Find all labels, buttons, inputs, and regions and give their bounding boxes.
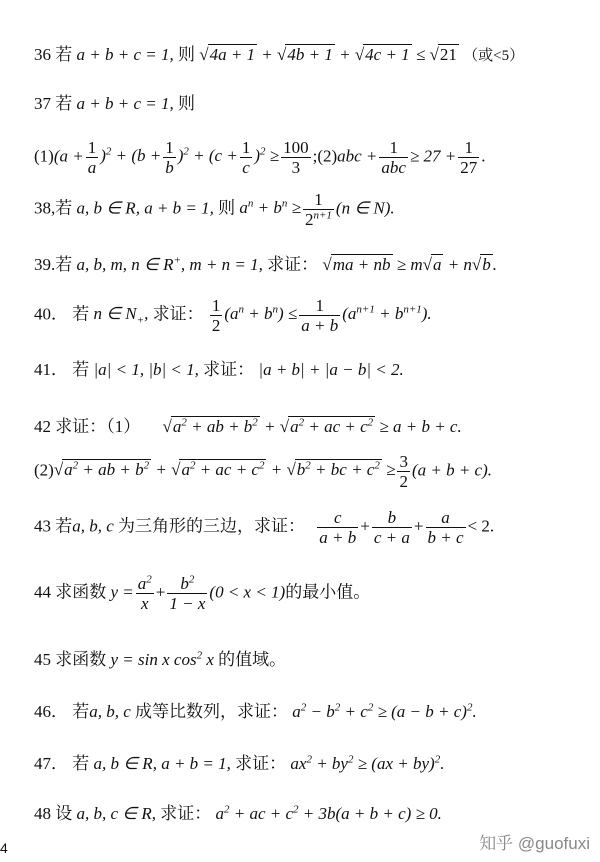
then-word: 则	[177, 94, 195, 113]
mid-text: 成等比数列，求证：	[135, 702, 289, 721]
problem-38: 38,若 a, b ∈ R, a + b = 1, 则 $a^n + b^n$ ≥ $\frac{1}{2^{n+1}}$ (n ∈ N).	[34, 190, 395, 229]
problem-lead: 求函数	[55, 582, 107, 602]
problem-lead: 求函数	[55, 650, 107, 669]
problem-number: 42	[34, 417, 51, 436]
problem-lead: 若	[55, 516, 73, 536]
problem-number: 47．	[34, 754, 68, 773]
prove-word: 求证：	[267, 255, 319, 274]
part-label: (2)	[34, 460, 54, 480]
problem-number: 44	[34, 582, 51, 602]
problem-40: 40． 若 n ∈ $N_+$, 求证： $\frac{1}{2}$ $(a^n + b^n)$ ≤ $\frac{1}{a + b}$ $(a^{n+1} + b^{n+1})$.	[34, 296, 432, 335]
problem-number: 41．	[34, 360, 68, 379]
then-word: 则	[177, 45, 195, 64]
part-label: (1)	[34, 146, 54, 166]
problem-number: 48	[34, 804, 51, 823]
inequality: √4a + 1 + √4b + 1 + √4c + 1 ≤ √21	[199, 45, 457, 64]
watermark: 知乎 @guofuxi	[479, 834, 590, 853]
page-number: 4	[0, 840, 8, 856]
prove-word: 求证：	[152, 304, 204, 324]
problem-number: 37	[34, 94, 51, 113]
problem-lead: 若	[72, 304, 90, 324]
problem-number: 39.	[34, 255, 56, 274]
problem-lead: 若	[72, 754, 90, 773]
problem-number: 40．	[34, 304, 68, 324]
problem-number: 38,	[34, 198, 56, 218]
tail: 的值域。	[218, 650, 287, 669]
prove-word: 求证：	[235, 754, 287, 773]
problem-lead: 若	[72, 360, 90, 379]
tail: (n ∈ N).	[335, 198, 395, 218]
prove-word: 求证：	[203, 360, 255, 379]
problem-lead: 若	[55, 94, 73, 113]
problem-number: 36	[34, 45, 51, 64]
part-label: ;(2)	[312, 146, 338, 166]
problem-lead: 设	[55, 804, 73, 823]
problem-number: 45	[34, 650, 51, 669]
then-word: 则	[218, 198, 236, 218]
tail: 的最小值。	[285, 582, 371, 602]
problem-lead: 若	[55, 45, 73, 64]
mid-text: 为三角形的三边，求证：	[118, 516, 306, 536]
problem-lead: 若	[55, 255, 73, 274]
condition: a, b ∈ R, a + b = 1,	[76, 198, 214, 218]
prove-word: 求证：	[160, 804, 212, 823]
condition: a + b + c = 1,	[76, 94, 174, 113]
prove-word: 求证：（1）	[55, 417, 141, 436]
problem-number: 43	[34, 516, 51, 536]
problem-43: 43 若a, b, c 为三角形的三边，求证： $\frac{c}{a + b}$ + $\frac{b}{c + a}$ + $\frac{a}{b + c}$ < 2.	[34, 508, 495, 547]
problem-37-formula: (1)(a + $\frac{1}{a}$ )$^2$ + (b + $\frac{1}{b}$ )$^2$ + (c + $\frac{1}{c}$ )$^2$ ≥ $\frac{100}{3}$ ;(2)abc + $\frac{1}{\text{abc}}$ ≥ 27 + $\frac{1}{27}$ .	[34, 138, 486, 177]
note: （或<5）	[463, 48, 525, 64]
condition: a + b + c = 1,	[76, 45, 174, 64]
problem-44: 44 求函数 y = $\frac{a^2}{x}$ + $\frac{b^2}{1 - x}$ (0 < x < 1)的最小值。	[34, 573, 371, 613]
problem-lead: 若	[72, 702, 90, 721]
problem-number: 46．	[34, 702, 68, 721]
problem-lead: 若	[55, 198, 73, 218]
problem-42-part2: $(2)√a^2$ + ab + $b^2 + √a^2$ + ac + $c^2 + √b^2$ + bc + $c^2$ ≥ $\frac{3}{2}$ (a + b + c).	[34, 452, 492, 491]
